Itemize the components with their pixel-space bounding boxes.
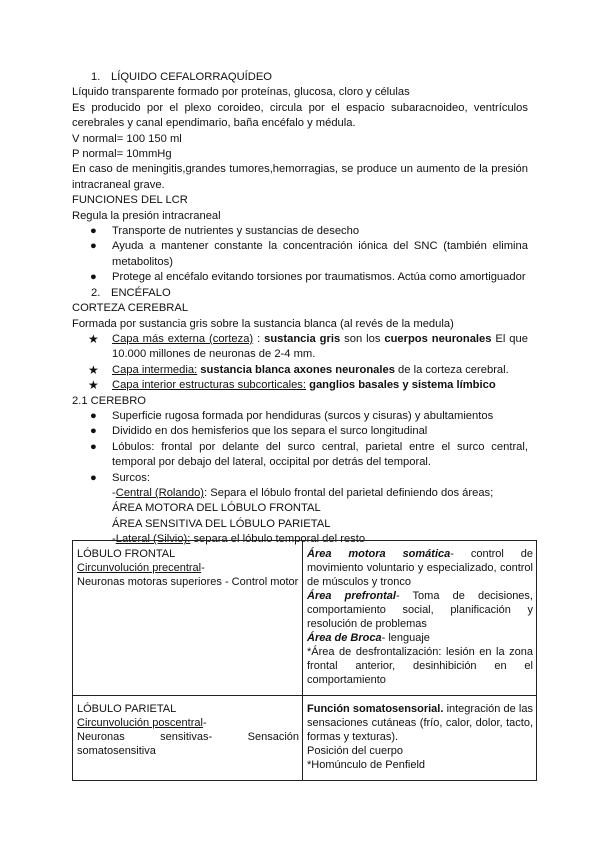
bullet-icon: ●	[90, 409, 97, 422]
area-motora: ÁREA MOTORA DEL LÓBULO FRONTAL	[112, 502, 321, 515]
list-item: ● Transporte de nutrientes y sustancias de desecho	[72, 224, 528, 239]
bullet-icon: ●	[90, 240, 97, 253]
area-item: Área motora somática- control de movimiento voluntario y especializado, control de músculos y tronco	[307, 548, 534, 588]
subheading: CORTEZA CEREBRAL	[72, 302, 189, 315]
list-item: ● Superficie rugosa formada por hendiduras (surcos y cisuras) y abultamientos	[72, 409, 528, 424]
area-item: Área de Broca- lenguaje	[307, 632, 430, 644]
star-icon: ★	[88, 331, 99, 346]
bullet-icon: ●	[90, 471, 97, 484]
function-item: Posición del cuerpo	[307, 745, 404, 757]
table-row	[73, 696, 537, 781]
document-page	[72, 70, 528, 548]
function-item: Función somatosensorial. integración de las sensaciones cutáneas (frío, calor, dolor, tacto, formas y texturas).	[307, 703, 533, 743]
area-item: Área prefrontal- Toma de decisiones, comportamiento social, planificación y resolución de problemas	[307, 590, 533, 630]
list-item: ★ Capa intermedia: sustancia blanca axones neuronales de la corteza cerebral.	[88, 362, 509, 377]
list-item: ★ Capa más externa (corteza) : sustancia gris son los cuerpos neuronales El que 10.000 millones de neuronas de 2-4 mm.	[88, 331, 528, 361]
star-icon: ★	[88, 378, 99, 393]
volume-normal: V normal= 100 150 ml	[72, 132, 182, 145]
list-item: ● Protege al encéfalo evitando torsiones por traumatismos. Actúa como amortiguador	[72, 270, 528, 285]
subheading: 2.1 CEREBRO	[72, 394, 146, 407]
table-cell	[73, 696, 303, 781]
paragraph: Regula la presión intracraneal	[72, 209, 221, 222]
section-title: ENCÉFALO	[111, 286, 171, 299]
section-number: 2.	[91, 286, 101, 299]
list-item: ● Surcos:	[72, 471, 528, 486]
pressure-normal: P normal= 10mmHg	[72, 148, 172, 161]
paragraph: Es producido por el plexo coroideo, circula por el espacio subaracnoideo, ventrículos cerebrales y canal ependimario, baña encéfalo y médula.	[72, 101, 528, 130]
table-cell	[73, 541, 303, 696]
list-item: ★ Capa interior estructuras subcorticales: ganglios basales y sistema límbico	[88, 378, 496, 393]
lateral-sulcus: -Lateral (Silvio): separa el lóbulo temporal del resto	[112, 533, 366, 546]
table-cell	[303, 696, 537, 781]
section-heading-encefalo	[72, 286, 528, 301]
list-item: ● Lóbulos: frontal por delante del surco central, parietal entre el surco central, temporal por debajo del lateral, occipital por detrás del temporal.	[90, 440, 528, 469]
paragraph: Líquido transparente formado por proteínas, glucosa, cloro y células	[72, 86, 410, 99]
lobe-sub: Circunvolución precentral-	[77, 562, 205, 574]
lobe-text: Neuronas motoras superiores - Control motor	[77, 576, 299, 588]
lobe-sub: Circunvolución poscentral-	[77, 717, 207, 729]
section-title: LÍQUIDO CEFALORRAQUÍDEO	[111, 71, 273, 83]
lobes-table	[72, 540, 537, 781]
cerebro-list	[72, 409, 528, 486]
area-item: *Área de desfrontalización: lesión en la zona frontal anterior, desinhibición en el comportamiento	[307, 646, 533, 686]
paragraph: Formada por sustancia gris sobre la sustancia blanca (al revés de la medula)	[72, 317, 454, 330]
bullet-icon: ●	[90, 440, 97, 453]
lobe-text: Neuronas sensitivas- Sensación somatosensitiva	[77, 731, 299, 757]
table-cell	[303, 541, 537, 696]
central-sulcus: -Central (Rolando): Separa el lóbulo frontal del parietal definiendo dos áreas;	[112, 486, 494, 499]
section-number: 1.	[91, 71, 101, 83]
paragraph: En caso de meningitis,grandes tumores,hemorragias, se produce un aumento de la presión intracraneal grave.	[72, 163, 528, 191]
subheading: FUNCIONES DEL LCR	[72, 194, 188, 207]
list-item: ● Dividido en dos hemisferios que los separa el surco longitudinal	[72, 424, 528, 439]
table-row	[73, 541, 537, 696]
bullet-icon: ●	[90, 425, 97, 438]
lobe-title: LÓBULO FRONTAL	[77, 548, 176, 560]
area-sensitiva: ÁREA SENSITIVA DEL LÓBULO PARIETAL	[112, 517, 331, 530]
lobe-title: LÓBULO PARIETAL	[77, 703, 177, 715]
star-icon: ★	[88, 362, 99, 377]
section-heading-lcr	[72, 70, 528, 85]
layer-list	[72, 332, 528, 394]
function-item: *Homúnculo de Penfield	[307, 759, 426, 771]
list-item: ● Ayuda a mantener constante la concentración iónica del SNC (también elimina metabolitos)	[90, 240, 528, 268]
bullet-icon: ●	[90, 225, 97, 238]
bullet-icon: ●	[90, 271, 97, 284]
function-list	[72, 224, 528, 286]
